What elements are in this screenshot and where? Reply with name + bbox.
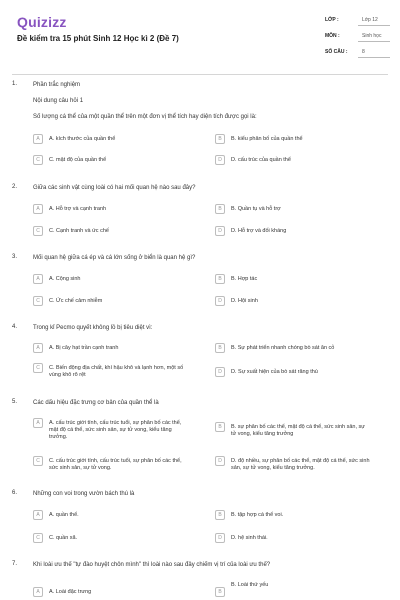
option-letter-box: A bbox=[33, 134, 43, 144]
option-letter-box: A bbox=[33, 418, 43, 428]
option-c[interactable] bbox=[33, 456, 188, 472]
option-text: B. sự phân bố các thể, mật độ cá thể, sức sinh sản, sự tử vong, kiểu tăng trưởng bbox=[231, 423, 365, 437]
section-heading: Phần trắc nghiệm bbox=[33, 82, 81, 88]
option-text: B. Loài thứ yếu bbox=[231, 581, 269, 588]
question-text: Trong kỉ Pecmo quyết không lồ bị tiêu diệt vì: bbox=[33, 325, 153, 331]
option-letter-box: B bbox=[215, 422, 225, 432]
option-a[interactable] bbox=[33, 510, 188, 520]
option-letter-box: B bbox=[215, 134, 225, 144]
count-label: SỐ CÂU : bbox=[325, 49, 348, 55]
option-c[interactable] bbox=[33, 296, 188, 306]
quizizz-logo: Quizizz bbox=[17, 14, 67, 30]
option-a[interactable] bbox=[33, 274, 188, 284]
question-number: 4. bbox=[12, 324, 18, 330]
option-b[interactable] bbox=[215, 510, 370, 520]
option-d[interactable] bbox=[215, 456, 370, 472]
option-c[interactable] bbox=[33, 363, 188, 379]
question-text: Số lượng cá thể của một quần thể trên một đơn vị thể tích hay diện tích được gọi là: bbox=[33, 114, 257, 120]
option-text: A. Hỗ trợ và cạnh tranh bbox=[49, 205, 107, 212]
option-text: C. Cạnh tranh và ức chế bbox=[49, 227, 109, 234]
class-value: Lớp 12 bbox=[362, 17, 378, 23]
option-d[interactable] bbox=[215, 155, 370, 165]
option-a[interactable] bbox=[33, 134, 188, 144]
option-text: A. kích thước của quần thể bbox=[49, 135, 116, 142]
option-a[interactable] bbox=[33, 204, 188, 214]
option-text: C. cấu trúc giới tính, cấu trúc tuổi, sự phân bố các thể, sức sinh sản, sự tử vong. bbox=[49, 457, 182, 471]
option-letter-box: A bbox=[33, 204, 43, 214]
option-d[interactable] bbox=[215, 367, 370, 377]
option-letter-box: C bbox=[33, 155, 43, 165]
question-number: 2. bbox=[12, 184, 18, 190]
option-b[interactable] bbox=[215, 204, 370, 214]
option-a[interactable] bbox=[33, 587, 188, 597]
subject-underline bbox=[358, 41, 390, 42]
option-letter-box: A bbox=[33, 274, 43, 284]
question-number: 7. bbox=[12, 561, 18, 567]
count-underline bbox=[358, 57, 390, 58]
option-c[interactable] bbox=[33, 533, 188, 543]
option-d[interactable] bbox=[215, 533, 370, 543]
option-letter-box: B bbox=[215, 204, 225, 214]
question-text: Mối quan hệ giữa cá ép và cá lớn sống ở biển là quan hệ gì? bbox=[33, 255, 196, 261]
option-text: C. Ức chế cảm nhiễm bbox=[49, 297, 103, 304]
option-text: B. Quần tụ và hỗ trợ bbox=[231, 205, 281, 212]
option-letter-box: C bbox=[33, 456, 43, 466]
question-number: 6. bbox=[12, 490, 18, 496]
option-letter-box: B bbox=[215, 343, 225, 353]
class-label: LỚP : bbox=[325, 17, 339, 23]
option-text: B. kiểu phân bố của quần thể bbox=[231, 135, 303, 142]
option-letter-box: D bbox=[215, 155, 225, 165]
option-text: B. Hợp tác bbox=[231, 275, 258, 282]
option-letter-box: D bbox=[215, 367, 225, 377]
question-subheading: Nội dung câu hỏi 1 bbox=[33, 98, 84, 104]
option-c[interactable] bbox=[33, 226, 188, 236]
option-a[interactable] bbox=[33, 418, 188, 441]
option-text: B. Sự phát triển nhanh chóng bò sát ăn cỏ bbox=[231, 344, 335, 351]
option-letter-box: C bbox=[33, 363, 43, 373]
option-text: D. hệ sinh thái. bbox=[231, 534, 268, 541]
option-text: D. Hội sinh bbox=[231, 297, 258, 304]
question-number: 1. bbox=[12, 81, 18, 87]
option-a[interactable] bbox=[33, 343, 188, 353]
worksheet-header bbox=[0, 0, 400, 70]
option-b[interactable] bbox=[215, 274, 370, 284]
question-text: Khi loài ưu thế "tự đào huyệt chôn mình" thì loài nào sau đây chiếm vị trí của loài ưu thế? bbox=[33, 562, 271, 568]
option-text: A. quần thể. bbox=[49, 511, 79, 518]
option-letter-box: A bbox=[33, 587, 43, 597]
option-letter-box: A bbox=[33, 343, 43, 353]
option-text: D. Sự xuất hiện của bò sát răng thú bbox=[231, 368, 318, 375]
option-letter-box: C bbox=[33, 533, 43, 543]
option-text: C. quần xã. bbox=[49, 534, 78, 541]
option-letter-box: B bbox=[215, 274, 225, 284]
option-text: C. mật độ của quần thể bbox=[49, 156, 107, 163]
option-text: A. Bị cây hạt trần cạnh tranh bbox=[49, 344, 119, 351]
option-letter-box: A bbox=[33, 510, 43, 520]
question-text: Những con voi trong vườn bách thú là bbox=[33, 491, 135, 497]
class-underline bbox=[358, 25, 390, 26]
worksheet-title: Đề kiểm tra 15 phút Sinh 12 Học kì 2 (Đề 7) bbox=[17, 34, 179, 43]
option-b[interactable] bbox=[215, 580, 370, 597]
option-letter-box: B bbox=[215, 587, 225, 597]
option-b[interactable] bbox=[215, 343, 370, 353]
question-number: 3. bbox=[12, 254, 18, 260]
header-divider bbox=[12, 74, 388, 75]
option-d[interactable] bbox=[215, 296, 370, 306]
option-letter-box: D bbox=[215, 533, 225, 543]
option-d[interactable] bbox=[215, 226, 370, 236]
option-letter-box: D bbox=[215, 456, 225, 466]
option-text: D. độ nhiều, sự phân bố các thể, mật độ cá thể, sức sinh sản, sự tử vong, kiểu tăng trưởng. bbox=[231, 457, 370, 471]
option-text: A. Cộng sinh bbox=[49, 275, 81, 282]
option-letter-box: D bbox=[215, 296, 225, 306]
option-text: B. tập hợp cá thể voi. bbox=[231, 511, 284, 518]
option-text: C. Biến động địa chất, khí hậu khô và lạnh hơn, một số vùng khô rõ rệt bbox=[49, 364, 184, 378]
count-value: 8 bbox=[362, 49, 365, 55]
option-letter-box: C bbox=[33, 226, 43, 236]
option-text: A. cấu trúc giới tính, cấu trúc tuổi, sự phân bố các thể, mật độ cá thể, sức sinh sản, sự tử vong, kiểu tăng trưởng. bbox=[49, 419, 182, 440]
option-letter-box: B bbox=[215, 510, 225, 520]
subject-value: Sinh học bbox=[362, 33, 382, 39]
question-text: Giữa các sinh vật cùng loài có hai mối quan hệ nào sau đây? bbox=[33, 185, 196, 191]
option-b[interactable] bbox=[215, 422, 370, 438]
subject-label: MÔN : bbox=[325, 33, 340, 39]
option-text: D. Hỗ trợ và đối kháng bbox=[231, 227, 287, 234]
option-letter-box: C bbox=[33, 296, 43, 306]
option-text: D. cấu trúc của quần thể bbox=[231, 156, 291, 163]
option-letter-box: D bbox=[215, 226, 225, 236]
question-number: 5. bbox=[12, 399, 18, 405]
option-c[interactable] bbox=[33, 155, 188, 165]
option-b[interactable] bbox=[215, 134, 370, 144]
option-text: A. Loài đặc trưng bbox=[49, 588, 92, 595]
question-text: Các dấu hiệu đặc trưng cơ bản của quần thể là bbox=[33, 400, 159, 406]
